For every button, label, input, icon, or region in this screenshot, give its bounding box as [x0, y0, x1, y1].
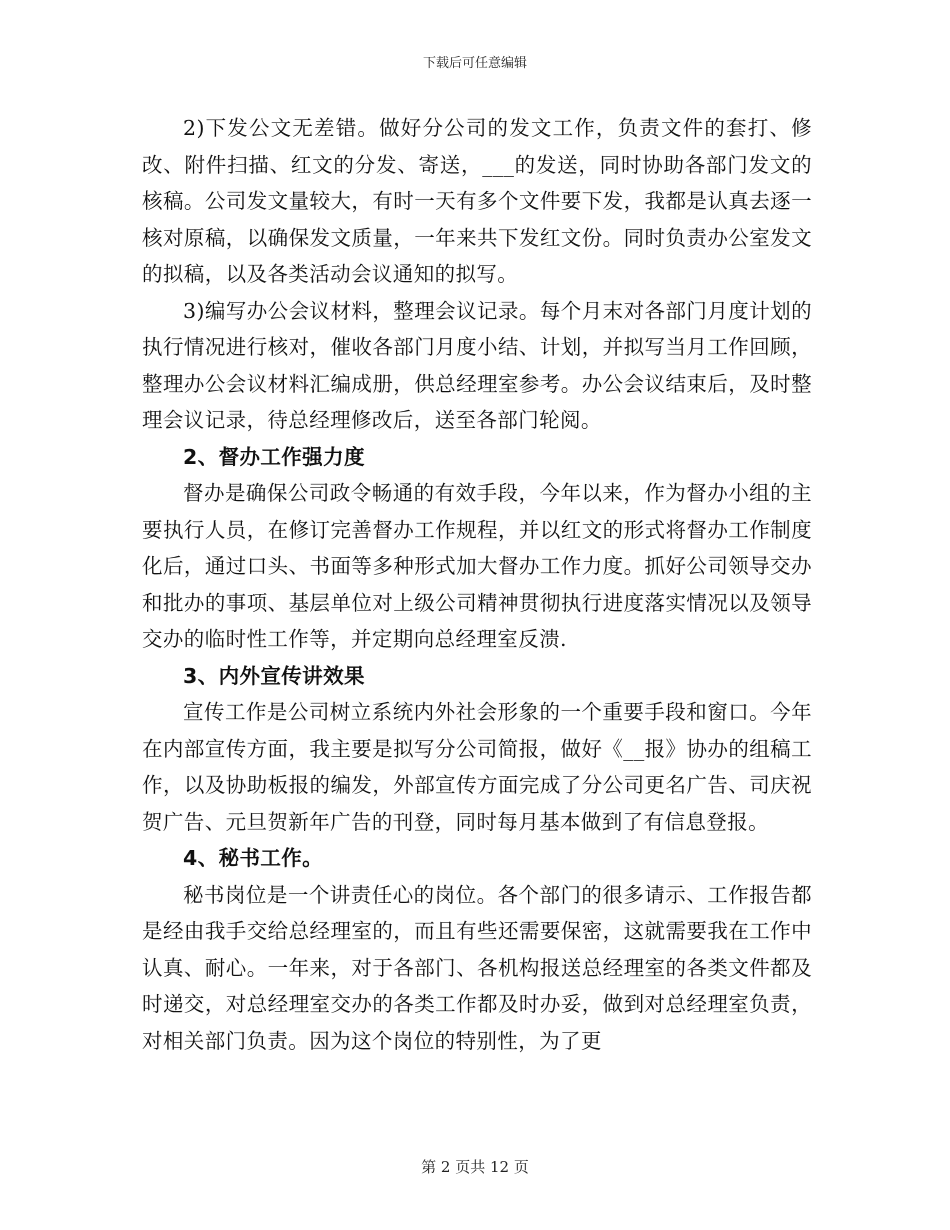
- paragraph-secretary: 秘书岗位是一个讲责任心的岗位。各个部门的很多请示、工作报告都是经由我手交给总经理室的，而且有些还需要保密，这就需要我在工作中认真、耐心。一年来，对于各部门、各机构报送总经理室的各类文件都及时递交，对总经理室交办的各类工作都及时办妥，做到对总经理室负责，对相关部门负责。因为这个岗位的特别性，为了更: [142, 882, 812, 1053]
- paragraph-publicity: 宣传工作是公司树立系统内外社会形象的一个重要手段和窗口。今年在内部宣传方面，我主要是拟写分公司简报，做好《__报》协办的组稿工作，以及协助板报的编发，外部宣传方面完成了分公司更名广告、司庆祝贺广告、元旦贺新年广告的刊登，同时每月基本做到了有信息登报。: [142, 700, 812, 834]
- section-heading-secretary: 4、秘书工作。: [183, 846, 324, 870]
- section-heading-supervision: 2、督办工作强力度: [183, 444, 365, 469]
- page-number: 第 2 页共 12 页: [421, 1158, 529, 1176]
- document-body: [142, 110, 812, 1059]
- paragraph-dispatch-documents: 2)下发公文无差错。做好分公司的发文工作，负责文件的套打、修改、附件扫描、红文的分发、寄送，___的发送，同时协助各部门发文的核稿。公司发文量较大，有时一天有多个文件要下发，我都是认真去逐一核对原稿，以确保发文质量，一年来共下发红文份。同时负责办公室发文的拟稿，以及各类活动会议通知的拟写。: [142, 116, 812, 286]
- paragraph-meeting-materials: 3)编写办公会议材料，整理会议记录。每个月末对各部门月度计划的执行情况进行核对，催收各部门月度小结、计划，并拟写当月工作回顾，整理办公会议材料汇编成册，供总经理室参考。办公会议结束后，及时整理会议记录，待总经理修改后，送至各部门轮阅。: [142, 298, 812, 432]
- section-heading-publicity: 3、内外宣传讲效果: [183, 663, 365, 688]
- page-header-note: 下载后可任意编辑: [422, 56, 527, 71]
- paragraph-supervision: 督办是确保公司政令畅通的有效手段，今年以来，作为督办小组的主要执行人员，在修订完善督办工作规程，并以红文的形式将督办工作制度化后，通过口头、书面等多种形式加大督办工作力度。抓好公司领导交办和批办的事项、基层单位对上级公司精神贯彻执行进度落实情况以及领导交办的临时性工作等，并定期向总经理室反溃.: [142, 481, 812, 651]
